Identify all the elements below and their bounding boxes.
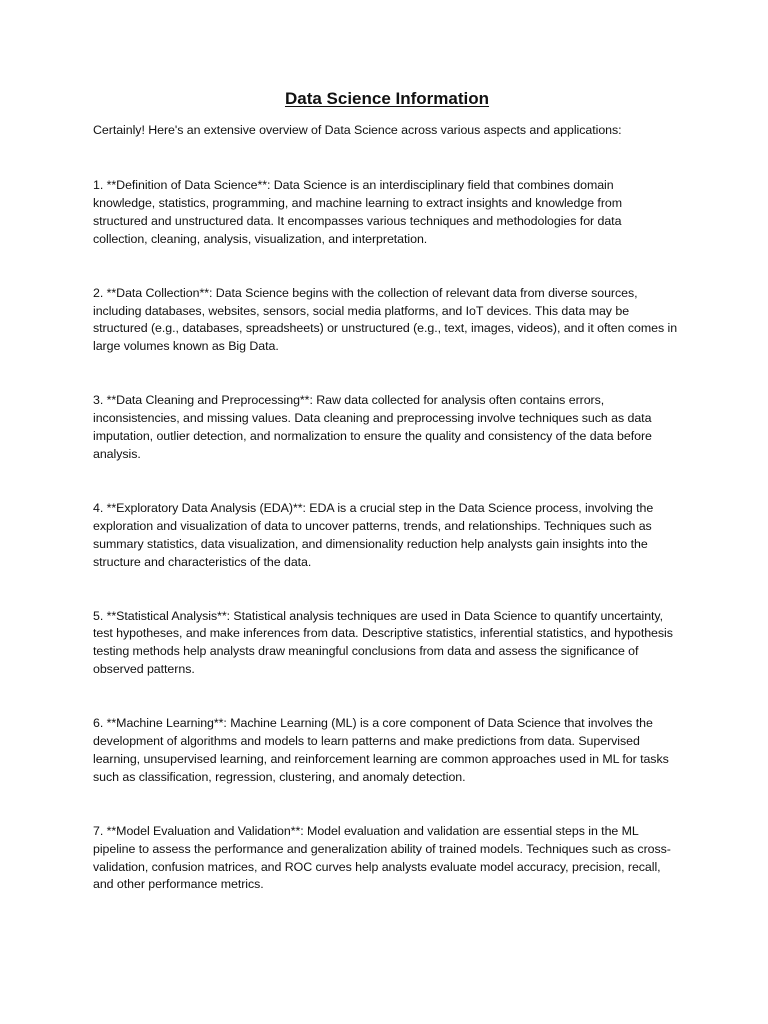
list-item-text: 2. **Data Collection**: Data Science begins with the collection of relevant data from diverse sources, including databases, websites, sensors, social media platforms, and IoT devices. This data may be structured (e.g., databases, spreadsheets) or unstructured (e.g., text, images, videos), and it often comes in large volumes known as Big Data.	[93, 285, 678, 354]
list-item	[93, 285, 678, 357]
list-item-text: 5. **Statistical Analysis**: Statistical analysis techniques are used in Data Science to quantify uncertainty, test hypotheses, and make inferences from data. Descriptive statistics, inferential statistics, and hypothesis testing methods help analysts draw meaningful conclusions from data and assess the significance of observed patterns.	[93, 608, 673, 677]
list-item-text: 1. **Definition of Data Science**: Data Science is an interdisciplinary field that combines domain knowledge, statistics, programming, and machine learning to extract insights and knowledge from structured and unstructured data. It encompasses various techniques and methodologies for data collection, cleaning, analysis, visualization, and interpretation.	[93, 178, 623, 246]
list-item-text: 7. **Model Evaluation and Validation**: Model evaluation and validation are essential steps in the ML pipeline to assess the performance and generalization ability of trained models. Techniques such as cross-validation, confusion matrices, and ROC curves help analysts evaluate model accuracy, precision, recall, and other performance metrics.	[93, 823, 671, 892]
list-item	[93, 823, 678, 895]
numbered-list	[93, 177, 678, 930]
document-title: Data Science Information	[284, 89, 490, 108]
intro-paragraph	[93, 122, 678, 140]
list-item	[93, 392, 678, 464]
intro-text: Certainly! Here's an extensive overview of Data Science across various aspects and applications:	[93, 123, 622, 137]
list-item	[93, 608, 678, 680]
list-item-text: 4. **Exploratory Data Analysis (EDA)**: EDA is a crucial step in the Data Science process, involving the exploration and visualization of data to uncover patterns, trends, and relationships. Techniques such as summary statistics, data visualization, and dimensionality reduction help analysts gain insights into the structure and characteristics of the data.	[93, 500, 654, 569]
list-item	[93, 715, 678, 787]
list-item	[93, 177, 678, 249]
list-item-text: 6. **Machine Learning**: Machine Learning (ML) is a core component of Data Science that involves the development of algorithms and models to learn patterns and make predictions from data. Supervised learning, unsupervised learning, and reinforcement learning are common approaches used in ML for tasks such as classification, regression, clustering, and anomaly detection.	[93, 716, 669, 784]
list-item	[93, 500, 678, 572]
list-item-text: 3. **Data Cleaning and Preprocessing**: Raw data collected for analysis often contains errors, inconsistencies, and missing values. Data cleaning and preprocessing involve techniques such as data imputation, outlier detection, and normalization to ensure the quality and consistency of the data before analysis.	[93, 393, 652, 461]
